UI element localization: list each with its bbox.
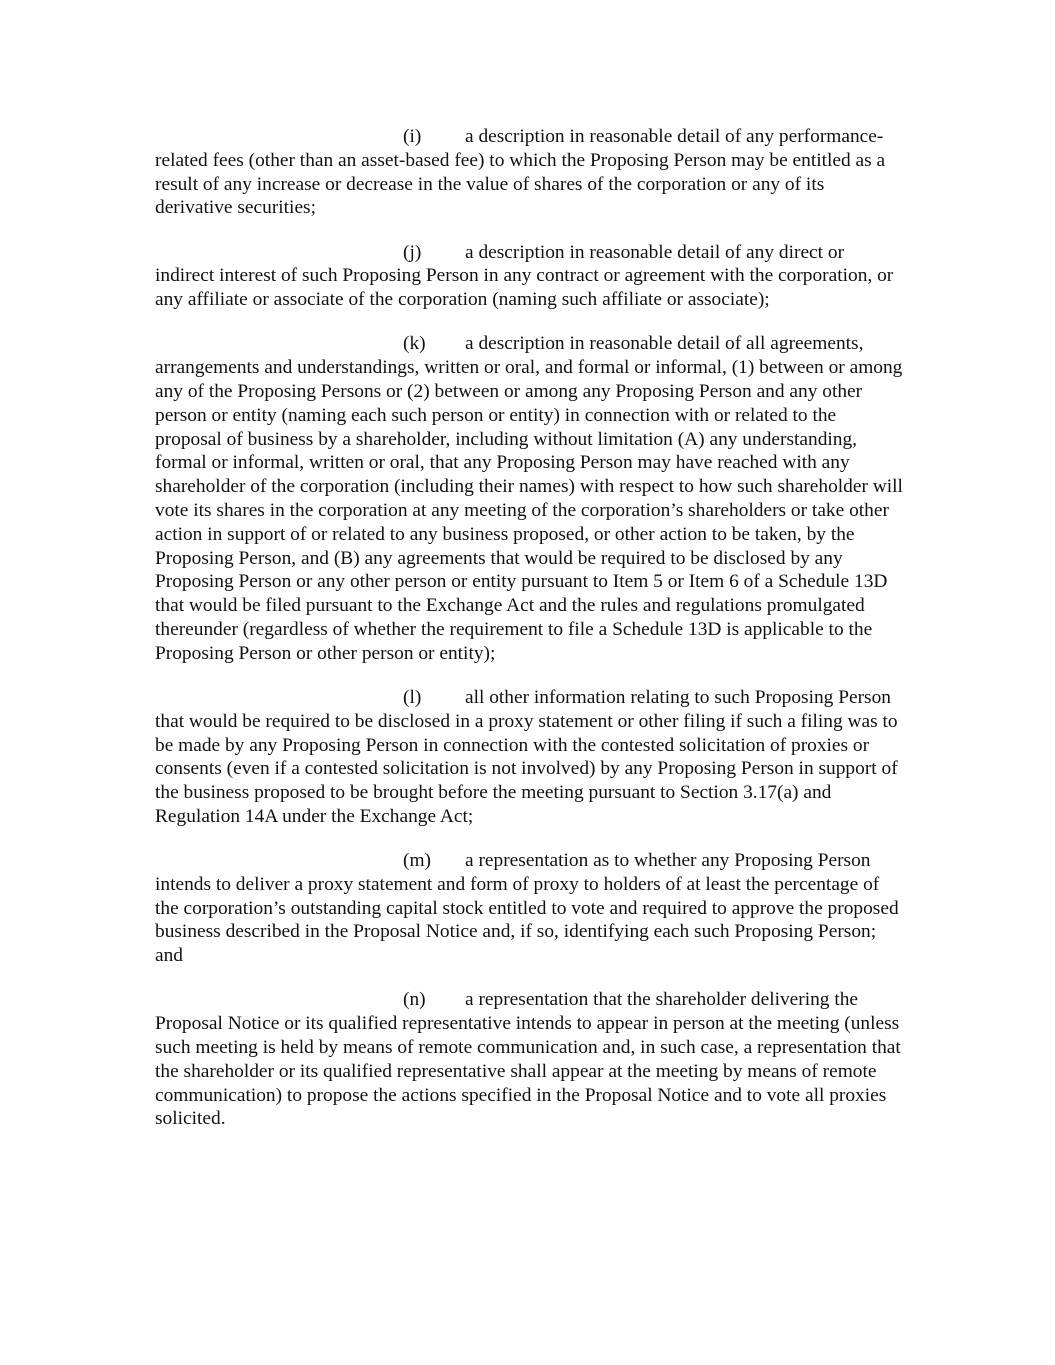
clause-text: a representation as to whether any Proposing Person intends to deliver a proxy statement and form of proxy to holders of at least the percentage of the corporation’s outstanding capital stock entitled to vote and required to approve the proposed business described in the Proposal Notice and, if so, identifying each such Proposing Person; and [155,850,899,967]
clause-i [155,125,903,220]
clause-l [155,686,903,829]
clause-k [155,332,903,665]
clause-marker: (m) [403,850,431,872]
clause-text: a representation that the shareholder delivering the Proposal Notice or its qualified representative intends to appear in person at the meeting (unless such meeting is held by means of remote communication and, in such case, a representation that the shareholder or its qualified representative shall appear at the meeting by means of remote communication) to propose the actions specified in the Proposal Notice and to vote all proxies solicited. [155,989,901,1130]
clause-text: all other information relating to such Proposing Person that would be required to be disclosed in a proxy statement or other filing if such a filing was to be made by any Proposing Person in connection with the contested solicitation of proxies or consents (even if a contested solicitation is not involved) by any Proposing Person in support of the business proposed to be brought before the meeting pursuant to Section 3.17(a) and Regulation 14A under the Exchange Act; [155,686,898,827]
clause-marker: (k) [403,333,426,355]
document-body [155,125,903,1152]
clause-marker: (i) [403,126,422,147]
clause-m [155,849,903,968]
clause-marker: (n) [403,989,426,1011]
clause-j [155,241,903,312]
clause-text: a description in reasonable detail of all agreements, arrangements and understandings, written or oral, and formal or informal, (1) between or among any of the Proposing Persons or (2) between or among any Proposing Person and any other person or entity (naming each such person or entity) in connection with or related to the proposal of business by a shareholder, including without limitation (A) any understanding, formal or informal, written or oral, that any Proposing Person may have reached with any shareholder of the corporation (including their names) with respect to how such shareholder will vote its shares in the corporation at any meeting of the corporation’s shareholders or take other action in support of or related to any business proposed, or other action to be taken, by the Proposing Person, and (B) any agreements that would be required to be disclosed by any Proposing Person or any other person or entity pursuant to Item 5 or Item 6 of a Schedule 13D that would be filed pursuant to the Exchange Act and the rules and regulations promulgated thereunder (regardless of whether the requirement to file a Schedule 13D is applicable to the Proposing Person or other person or entity); [155,333,903,664]
clause-text: a description in reasonable detail of any direct or indirect interest of such Proposing Person in any contract or agreement with the corporation, or any affiliate or associate of the corporation (naming such affiliate or associate); [155,241,894,311]
clause-marker: (l) [403,686,422,708]
clause-marker: (j) [403,241,422,263]
clause-text: a description in reasonable detail of any performance-related fees (other than an asset-based fee) to which the Proposing Person may be entitled as a result of any increase or decrease in the value of shares of the corporation or any of its derivative securities; [155,126,886,219]
clause-n [155,988,903,1131]
